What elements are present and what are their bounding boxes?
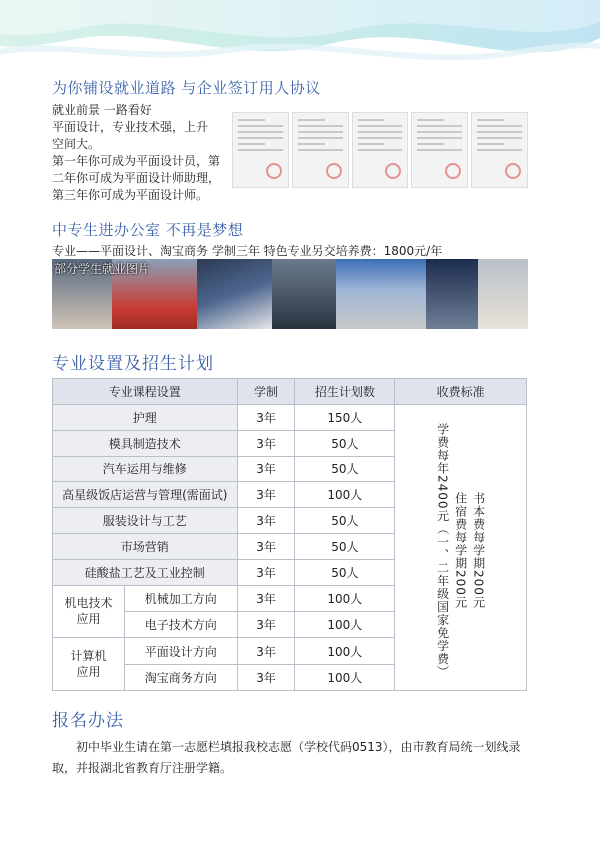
text-line: 第三年你可成为平面设计师。 bbox=[52, 188, 209, 202]
contract-page bbox=[411, 112, 468, 188]
contract-documents-image bbox=[232, 112, 528, 188]
years-cell: 3年 bbox=[237, 508, 295, 534]
photo bbox=[426, 259, 478, 329]
photo bbox=[478, 259, 528, 329]
column-header: 收费标准 bbox=[395, 379, 527, 405]
count-cell: 100人 bbox=[295, 482, 395, 508]
count-cell: 50人 bbox=[295, 430, 395, 456]
years-cell: 3年 bbox=[237, 482, 295, 508]
years-cell: 3年 bbox=[237, 638, 295, 665]
group-cell bbox=[53, 585, 125, 638]
count-cell: 50人 bbox=[295, 533, 395, 559]
section-heading-plan: 专业设置及招生计划 bbox=[52, 354, 214, 374]
photo bbox=[272, 259, 336, 329]
table-header-row bbox=[53, 379, 527, 405]
registration-text: 初中毕业生请在第一志愿栏填报我校志愿（学校代码0513），由市教育局统一划线录取，并报湖北省教育厅注册学籍。 bbox=[52, 740, 521, 775]
section-heading-office: 中专生进办公室 不再是梦想 bbox=[52, 221, 244, 239]
years-cell: 3年 bbox=[237, 585, 295, 612]
major-fee-line: 专业——平面设计、淘宝商务 学制三年 特色专业另交培养费：1800元/年 bbox=[52, 244, 443, 258]
text-line: 第一年你可成为平面设计员，第 bbox=[52, 154, 221, 168]
section-heading-registration: 报名办法 bbox=[52, 711, 124, 731]
course-cell: 平面设计方向 bbox=[124, 638, 237, 665]
count-cell: 150人 bbox=[295, 405, 395, 431]
years-cell: 3年 bbox=[237, 405, 295, 431]
fee-text: 住宿费每学期200元 bbox=[453, 492, 468, 609]
course-cell: 高星级饭店运营与管理(需面试) bbox=[53, 482, 238, 508]
table-row bbox=[53, 405, 527, 431]
fee-standard-cell bbox=[395, 405, 527, 691]
course-cell: 硅酸盐工艺及工业控制 bbox=[53, 559, 238, 585]
group-cell bbox=[53, 638, 125, 691]
contract-page bbox=[352, 112, 409, 188]
course-cell: 护理 bbox=[53, 405, 238, 431]
fee-text: 学费每年2400元（一、二年级国家免学费） bbox=[435, 422, 450, 679]
count-cell: 100人 bbox=[295, 612, 395, 638]
course-cell: 服装设计与工艺 bbox=[53, 508, 238, 534]
column-header: 招生计划数 bbox=[295, 379, 395, 405]
years-cell: 3年 bbox=[237, 559, 295, 585]
course-cell: 市场营销 bbox=[53, 533, 238, 559]
employment-prospect-text bbox=[52, 102, 220, 204]
years-cell: 3年 bbox=[237, 665, 295, 691]
column-header: 专业课程设置 bbox=[53, 379, 238, 405]
contract-page bbox=[471, 112, 528, 188]
count-cell: 100人 bbox=[295, 585, 395, 612]
text-line: 二年你可成为平面设计师助理， bbox=[52, 171, 221, 185]
count-cell: 100人 bbox=[295, 638, 395, 665]
contract-page bbox=[292, 112, 349, 188]
years-cell: 3年 bbox=[237, 612, 295, 638]
text-line: 平面设计，专业技术强，上升 bbox=[52, 120, 209, 134]
text-line: 空间大。 bbox=[52, 137, 101, 151]
course-cell: 淘宝商务方向 bbox=[124, 665, 237, 691]
course-cell: 电子技术方向 bbox=[124, 612, 237, 638]
header-wave-decoration bbox=[0, 0, 600, 80]
count-cell: 50人 bbox=[295, 508, 395, 534]
photo bbox=[197, 259, 272, 329]
years-cell: 3年 bbox=[237, 456, 295, 482]
count-cell: 50人 bbox=[295, 456, 395, 482]
fee-text: 书本费每学期200元 bbox=[471, 492, 486, 609]
count-cell: 100人 bbox=[295, 665, 395, 691]
course-cell: 模具制造技术 bbox=[53, 430, 238, 456]
contract-page bbox=[232, 112, 289, 188]
count-cell: 50人 bbox=[295, 559, 395, 585]
course-cell: 机械加工方向 bbox=[124, 585, 237, 612]
section-heading-employment: 为你铺设就业道路 与企业签订用人协议 bbox=[52, 79, 321, 97]
enrollment-plan-table bbox=[52, 378, 527, 691]
years-cell: 3年 bbox=[237, 533, 295, 559]
photo bbox=[336, 259, 426, 329]
course-cell: 汽车运用与维修 bbox=[53, 456, 238, 482]
group-name: 机电技术应用 bbox=[64, 596, 113, 627]
photo-caption: 部分学生就业图片 bbox=[54, 262, 151, 276]
years-cell: 3年 bbox=[237, 430, 295, 456]
column-header: 学制 bbox=[237, 379, 295, 405]
group-name: 计算机应用 bbox=[70, 649, 107, 680]
text-line: 就业前景 一路看好 bbox=[52, 103, 152, 117]
